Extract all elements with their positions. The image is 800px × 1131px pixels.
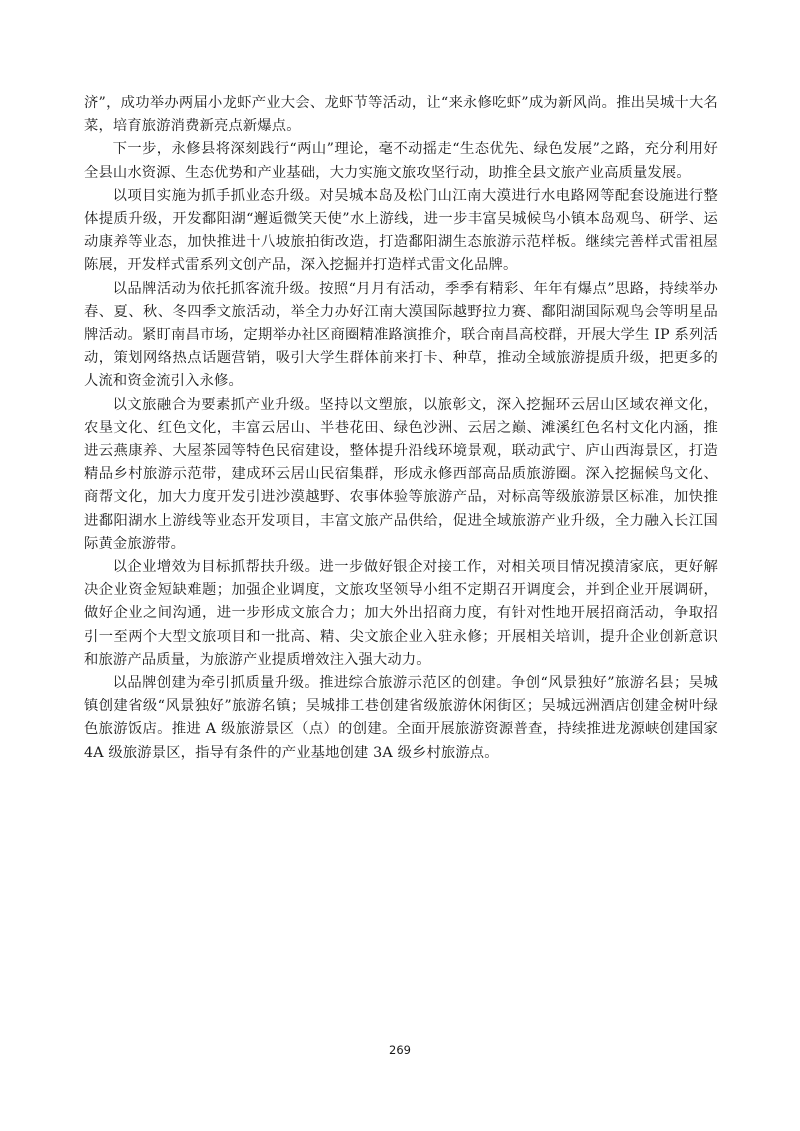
paragraph-culture-tourism-integration: 以文旅融合为要素抓产业升级。坚持以文塑旅，以旅彰文，深入挖掘环云居山区域农禅文化，农垦文化、红色文化，丰富云居山、半巷花田、绿色沙洲、云居之巅、滩溪红色名村文化内涵，推进云燕康养、大屋茶园等特色民宿建设，整体提升沿线环境景观，联动武宁、庐山西海景区，打造精品乡村旅游示范带，建成环云居山民宿集群，形成永修西部高品质旅游圈。深入挖掘候鸟文化、商帮文化，加大力度开发引进沙漠越野、农事体验等旅游产品，对标高等级旅游景区标准，加快推进鄱阳湖水上游线等业态开发项目，丰富文旅产品供给，促进全域旅游产业升级，全力融入长江国际黄金旅游带。 — [84, 396, 718, 552]
paragraph-brand-creation: 以品牌创建为牵引抓质量升级。推进综合旅游示范区的创建。争创“风景独好”旅游名县；吴城镇创建省级“风景独好”旅游名镇；吴城排工巷创建省级旅游休闲街区；吴城远洲酒店创建金树叶绿色旅游饭店。推进 A 级旅游景区（点）的创建。全面开展旅游资源普查，持续推进龙源峡创建国家 4A 级旅游景区，指导有条件的产业基地创建 3A 级乡村旅游点。 — [84, 675, 718, 761]
paragraph-project-implementation: 以项目实施为抓手抓业态升级。对吴城本岛及松门山江南大漠进行水电路网等配套设施进行整体提质升级，开发鄱阳湖“邂逅微笑天使”水上游线，进一步丰富吴城候鸟小镇本岛观鸟、研学、运动康养等业态，加快推进十八坡旅拍街改造，打造鄱阳湖生态旅游示范样板。继续完善样式雷祖屋陈展，开发样式雷系列文创产品，深入挖掘并打造样式雷文化品牌。 — [84, 187, 718, 274]
paragraph-enterprise-support: 以企业增效为目标抓帮扶升级。进一步做好银企对接工作，对相关项目情况摸清家底，更好解决企业资金短缺难题；加强企业调度，文旅攻坚领导小组不定期召开调度会，并到企业开展调研，做好企业之间沟通，进一步形成文旅合力；加大外出招商力度，有针对性地开展招商活动，争取招引一至两个大型文旅项目和一批高、精、尖文旅企业入驻永修；开展相关培训，提升企业创新意识和旅游产品质量，为旅游产业提质增效注入强大动力。 — [84, 559, 718, 668]
paragraph-brand-activities: 以品牌活动为依托抓客流升级。按照“月月有活动，季季有精彩、年年有爆点”思路，持续举办春、夏、秋、冬四季文旅活动，举全力办好江南大漠国际越野拉力赛、鄱阳湖国际观鸟会等明星品牌活动。紧盯南昌市场，定期举办社区商圈精准路演推介，联合南昌高校群，开展大学生 IP 系列活动，策划网络热点话题营销，吸引大学生群体前来打卡、种草，推动全域旅游提质升级，把更多的人流和资金流引入永修。 — [84, 280, 718, 390]
document-body — [84, 92, 718, 765]
paragraph-continuation: 济”，成功举办两届小龙虾产业大会、龙虾节等活动，让“来永修吃虾”成为新风尚。推出吴城十大名菜，培育旅游消费新亮点新爆点。 — [84, 95, 718, 135]
paragraph-next-steps: 下一步，永修县将深刻践行“两山”理论，毫不动摇走“生态优先、绿色发展”之路，充分利用好全县山水资源、生态优势和产业基础，大力实施文旅攻坚行动，助推全县文旅产业高质量发展。 — [84, 141, 718, 181]
page-number: 269 — [389, 1043, 411, 1057]
